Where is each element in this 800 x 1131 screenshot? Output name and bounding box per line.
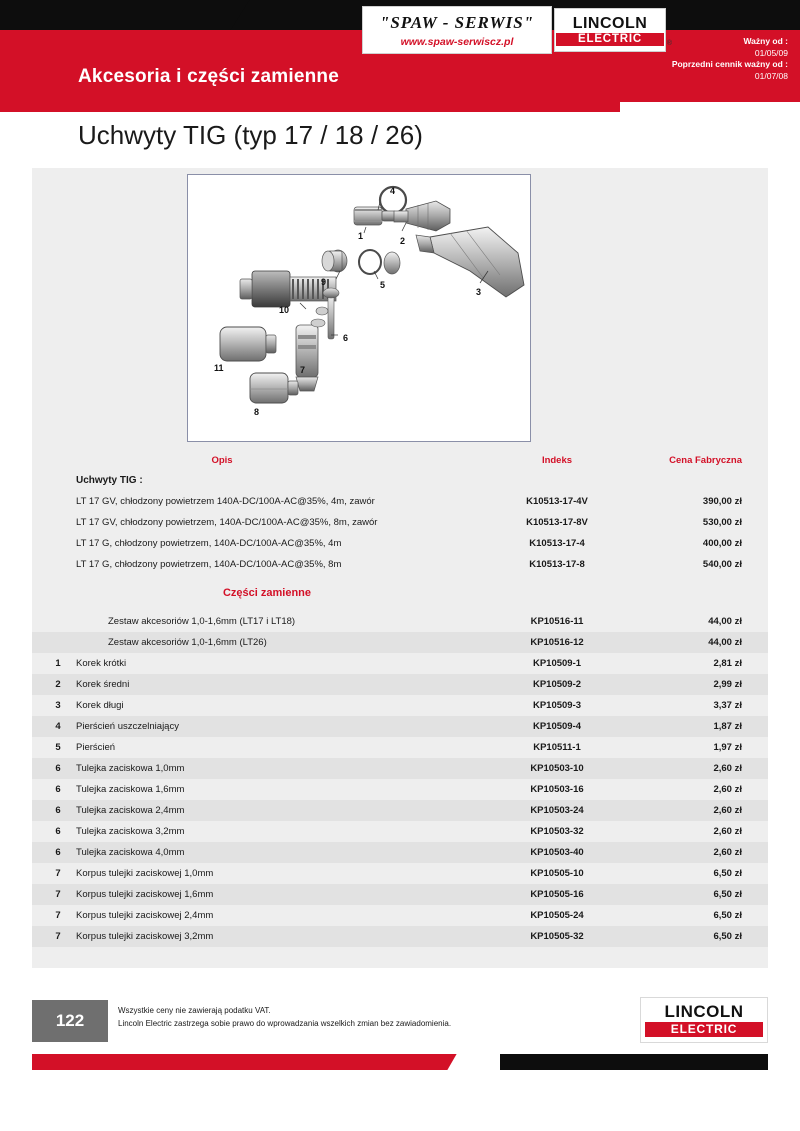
lincoln-wordmark-footer: LINCOLN	[664, 1002, 744, 1021]
column-header-price: Cena Fabryczna	[669, 455, 742, 466]
row-index: KP10505-16	[530, 889, 584, 900]
page-header	[0, 0, 800, 112]
row-price: 2,60 zł	[713, 763, 742, 774]
row-callout-number: 6	[55, 826, 61, 837]
table-spacer	[32, 603, 768, 611]
row-price: 6,50 zł	[713, 931, 742, 942]
row-callout-number: 6	[55, 847, 61, 858]
table-spacer	[32, 575, 768, 583]
row-callout-number: 6	[55, 763, 61, 774]
row-description: Zestaw akcesoriów 1,0-1,6mm (LT17 i LT18)	[108, 616, 296, 627]
row-callout-number: 3	[55, 700, 61, 711]
table-row	[32, 800, 768, 821]
row-callout-number: 7	[55, 931, 61, 942]
header-notch	[620, 102, 800, 112]
row-description: Zestaw akcesoriów 1,0-1,6mm (LT26)	[108, 637, 267, 648]
row-price: 540,00 zł	[702, 559, 742, 570]
table-row	[32, 653, 768, 674]
valid-from-label: Ważny od :	[743, 36, 788, 46]
footer-black-bar	[500, 1054, 768, 1070]
row-description: Tulejka zaciskowa 1,6mm	[76, 784, 185, 795]
row-price: 6,50 zł	[713, 889, 742, 900]
svg-text:9: 9	[321, 277, 327, 287]
row-index: KP10516-12	[530, 637, 584, 648]
table-row	[32, 611, 768, 632]
footer-note	[118, 1004, 538, 1030]
row-price: 2,81 zł	[713, 658, 742, 669]
lincoln-electric-logo-footer	[640, 997, 768, 1043]
row-index: KP10503-40	[530, 847, 584, 858]
valid-from-date: 01/05/09	[754, 47, 788, 58]
table-row	[32, 674, 768, 695]
row-description: Tulejka zaciskowa 3,2mm	[76, 826, 185, 837]
row-price: 2,60 zł	[713, 826, 742, 837]
row-price: 6,50 zł	[713, 910, 742, 921]
column-header-description: Opis	[211, 455, 233, 466]
svg-text:3: 3	[476, 287, 482, 297]
row-price: 44,00 zł	[708, 616, 742, 627]
row-callout-number: 6	[55, 784, 61, 795]
row-description: LT 17 GV, chłodzony powietrzem, 140A-DC/100A-AC@35%, 8m, zawór	[76, 517, 378, 528]
row-price: 2,60 zł	[713, 805, 742, 816]
row-description: LT 17 G, chłodzony powietrzem, 140A-DC/100A-AC@35%, 4m	[76, 538, 342, 549]
row-price: 530,00 zł	[702, 517, 742, 528]
svg-text:4: 4	[390, 186, 396, 196]
page-number-badge: 122	[32, 1000, 108, 1042]
row-callout-number: 2	[55, 679, 61, 690]
row-callout-number: 6	[55, 805, 61, 816]
row-index: K10513-17-8	[529, 559, 585, 570]
row-price: 400,00 zł	[702, 538, 742, 549]
spaw-serwis-url: www.spaw-serwiscz.pl	[400, 35, 514, 48]
row-index: KP10503-24	[530, 805, 584, 816]
row-description: Korek krótki	[76, 658, 127, 669]
row-description: Tulejka zaciskowa 2,4mm	[76, 805, 185, 816]
row-index: KP10509-3	[532, 700, 582, 711]
table-row	[32, 905, 768, 926]
row-price: 2,60 zł	[713, 784, 742, 795]
row-description: Korpus tulejki zaciskowej 3,2mm	[76, 931, 214, 942]
row-description: Tulejka zaciskowa 4,0mm	[76, 847, 185, 858]
content-panel	[32, 168, 768, 968]
table-header-row	[32, 450, 768, 471]
row-callout-number: 1	[55, 658, 61, 669]
svg-text:5: 5	[380, 280, 386, 290]
electric-wordmark-footer: ELECTRIC	[645, 1022, 763, 1037]
lincoln-wordmark: LINCOLN	[572, 14, 648, 32]
row-description: Pierścień uszczelniający	[76, 721, 179, 732]
row-price: 2,60 zł	[713, 847, 742, 858]
page-title: Uchwyty TIG (typ 17 / 18 / 26)	[78, 120, 423, 150]
row-index: KP10509-4	[532, 721, 582, 732]
row-index: K10513-17-4	[529, 538, 585, 549]
spaw-serwis-logo	[362, 6, 552, 54]
row-index: KP10511-1	[533, 742, 581, 753]
row-index: KP10509-1	[532, 658, 582, 669]
svg-text:1: 1	[358, 231, 364, 241]
table-row	[32, 491, 768, 512]
row-description: LT 17 GV, chłodzony powietrzem 140A-DC/100A-AC@35%, 4m, zawór	[76, 496, 375, 507]
section-title: Akcesoria i części zamienne	[78, 66, 339, 87]
row-description: Korpus tulejki zaciskowej 1,6mm	[76, 889, 214, 900]
row-index: KP10503-10	[530, 763, 584, 774]
table-row	[32, 779, 768, 800]
table-row	[32, 737, 768, 758]
product-diagram	[187, 174, 531, 442]
row-price: 390,00 zł	[702, 496, 742, 507]
row-index: KP10505-24	[530, 910, 584, 921]
row-index: KP10503-16	[530, 784, 584, 795]
svg-text:11: 11	[214, 363, 224, 373]
group-title-torches	[32, 471, 768, 491]
row-callout-number: 7	[55, 889, 61, 900]
row-description: Korek długi	[76, 700, 124, 711]
table-row	[32, 632, 768, 653]
row-index: KP10505-32	[530, 931, 584, 942]
svg-text:7: 7	[300, 365, 306, 375]
row-callout-number: 5	[55, 742, 61, 753]
row-price: 3,37 zł	[713, 700, 742, 711]
table-row	[32, 863, 768, 884]
row-index: KP10516-11	[530, 616, 584, 627]
svg-text:8: 8	[254, 407, 260, 417]
table-row	[32, 821, 768, 842]
row-description: Korpus tulejki zaciskowej 2,4mm	[76, 910, 214, 921]
electric-wordmark: ELECTRIC	[556, 33, 664, 46]
group-title-torches-label: Uchwyty TIG :	[76, 475, 143, 486]
table-row	[32, 533, 768, 554]
row-index: K10513-17-4V	[526, 496, 588, 507]
row-price: 44,00 zł	[708, 637, 742, 648]
table-row	[32, 926, 768, 947]
table-row	[32, 554, 768, 575]
validity-block	[588, 36, 788, 82]
price-table	[32, 450, 768, 947]
row-description: LT 17 G, chłodzony powietrzem, 140A-DC/100A-AC@35%, 8m	[76, 559, 342, 570]
row-description: Tulejka zaciskowa 1,0mm	[76, 763, 185, 774]
table-row	[32, 695, 768, 716]
footer-note-line2: Lincoln Electric zastrzega sobie prawo do wprowadzania wszelkich zmian bez zawiadomienia.	[118, 1019, 452, 1028]
column-header-index: Indeks	[541, 455, 573, 466]
row-price: 1,87 zł	[713, 721, 742, 732]
row-description: Korpus tulejki zaciskowej 1,0mm	[76, 868, 214, 879]
row-index: KP10503-32	[530, 826, 584, 837]
table-row	[32, 716, 768, 737]
svg-text:2: 2	[400, 236, 406, 246]
row-callout-number: 7	[55, 868, 61, 879]
table-row	[32, 512, 768, 533]
row-callout-number: 7	[55, 910, 61, 921]
spaw-serwis-wordmark: "SPAW - SERWIS"	[379, 12, 535, 32]
tig-torch-exploded-diagram	[188, 175, 530, 441]
row-description: Pierścień	[76, 742, 116, 753]
previous-price-list-label: Poprzedni cennik ważny od :	[671, 59, 788, 69]
row-callout-number: 4	[55, 721, 61, 732]
footer-note-line1: Wszystkie ceny nie zawierają podatku VAT.	[118, 1006, 271, 1015]
row-price: 1,97 zł	[713, 742, 742, 753]
group-title-spare-parts-label: Części zamienne	[222, 587, 312, 599]
row-index: KP10509-2	[532, 679, 582, 690]
row-index: KP10505-10	[530, 868, 584, 879]
group-title-spare-parts	[32, 583, 768, 603]
svg-text:10: 10	[279, 305, 290, 315]
registered-trademark-icon: ®	[666, 40, 672, 47]
row-price: 2,99 zł	[713, 679, 742, 690]
row-index: K10513-17-8V	[526, 517, 588, 528]
previous-price-list-date: 01/07/08	[754, 70, 788, 81]
row-price: 6,50 zł	[713, 868, 742, 879]
table-row	[32, 758, 768, 779]
svg-text:6: 6	[343, 333, 349, 343]
row-description: Korek średni	[76, 679, 130, 690]
table-row	[32, 842, 768, 863]
table-row	[32, 884, 768, 905]
